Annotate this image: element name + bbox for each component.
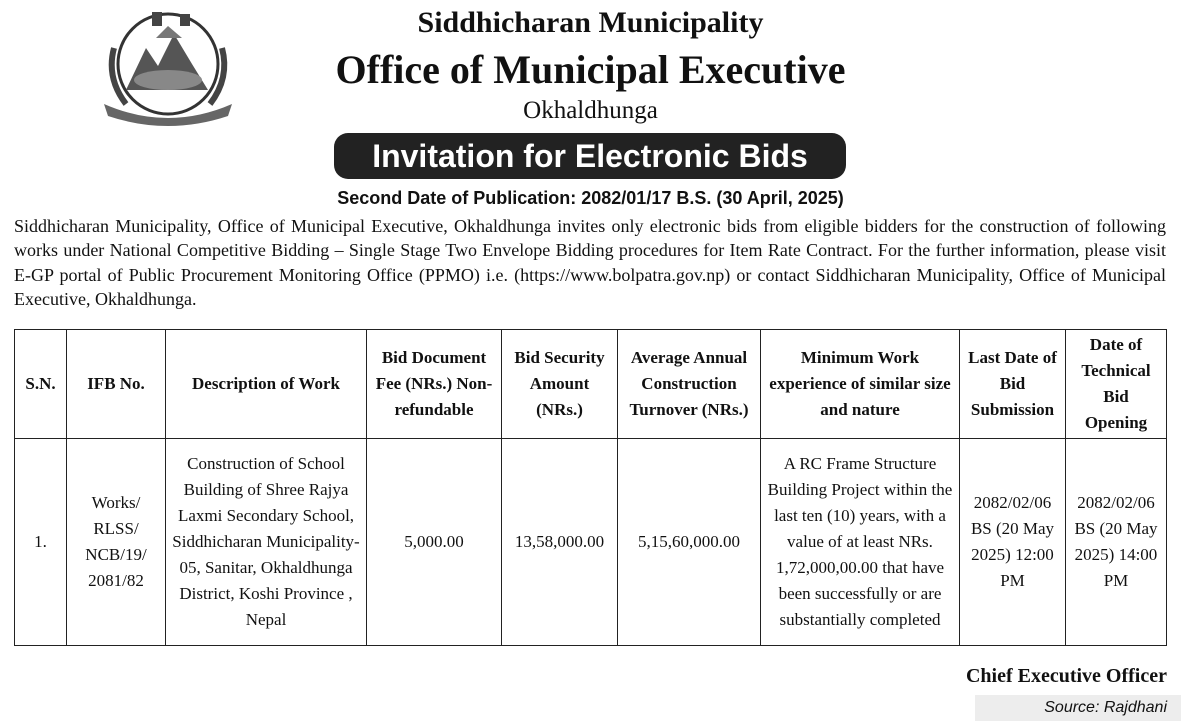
signatory-title: Chief Executive Officer xyxy=(965,665,1167,687)
cell-opening-date: 2082/02/06 BS (20 May 2025) 14:00 PM xyxy=(1066,439,1167,646)
table-header-row xyxy=(15,330,1167,439)
cell-experience: A RC Frame Structure Building Project within the last ten (10) years, with a value of at least NRs. 1,72,000,00.00 that have been successfully or are substantially completed xyxy=(761,439,960,646)
column-header: Date of Technical Bid Opening xyxy=(1066,330,1167,439)
cell-last-date: 2082/02/06 BS (20 May 2025) 12:00 PM xyxy=(960,439,1066,646)
district-name: Okhaldhunga xyxy=(523,97,658,124)
cell-ifb-no: Works/ RLSS/ NCB/19/ 2081/82 xyxy=(67,439,166,646)
cell-turnover: 5,15,60,000.00 xyxy=(618,439,761,646)
cell-bid-security: 13,58,000.00 xyxy=(502,439,618,646)
column-header: Last Date of Bid Submission xyxy=(960,330,1066,439)
column-header: Average Annual Construction Turnover (NRs.) xyxy=(618,330,761,439)
column-header: Description of Work xyxy=(166,330,367,439)
table-row xyxy=(15,439,1167,646)
cell-bid-fee: 5,000.00 xyxy=(367,439,502,646)
intro-paragraph: Siddhicharan Municipality, Office of Municipal Executive, Okhaldhunga invites only electronic bids from eligible bidders for the construction of following works under National Competitive Bidding – Single Stage Two Envelope Bidding procedures for Item Rate Contract. For the further information, please visit E-GP portal of Public Procurement Monitoring Office (PPMO) i.e. (https://www.bolpatra.gov.np) or contact Siddhicharan Municipality, Office of Municipal Executive, Okhaldhunga. xyxy=(14,216,1166,309)
column-header: Bid Security Amount (NRs.) xyxy=(502,330,618,439)
cell-description: Construction of School Building of Shree Rajya Laxmi Secondary School, Siddhicharan Municipality-05, Sanitar, Okhaldhunga District, Koshi Province , Nepal xyxy=(166,439,367,646)
cell-sn: 1. xyxy=(15,439,67,646)
column-header: S.N. xyxy=(15,330,67,439)
column-header: IFB No. xyxy=(67,330,166,439)
publication-date: Second Date of Publication: 2082/01/17 B.S. (30 April, 2025) xyxy=(337,188,844,208)
column-header: Minimum Work experience of similar size and nature xyxy=(761,330,960,439)
column-header: Bid Document Fee (NRs.) Non-refundable xyxy=(367,330,502,439)
source-credit: Source: Rajdhani xyxy=(975,695,1181,721)
notice-title: Invitation for Electronic Bids xyxy=(334,133,846,179)
office-name: Office of Municipal Executive xyxy=(335,47,846,92)
bids-table xyxy=(14,329,1167,646)
municipality-name: Siddhicharan Municipality xyxy=(417,6,764,39)
